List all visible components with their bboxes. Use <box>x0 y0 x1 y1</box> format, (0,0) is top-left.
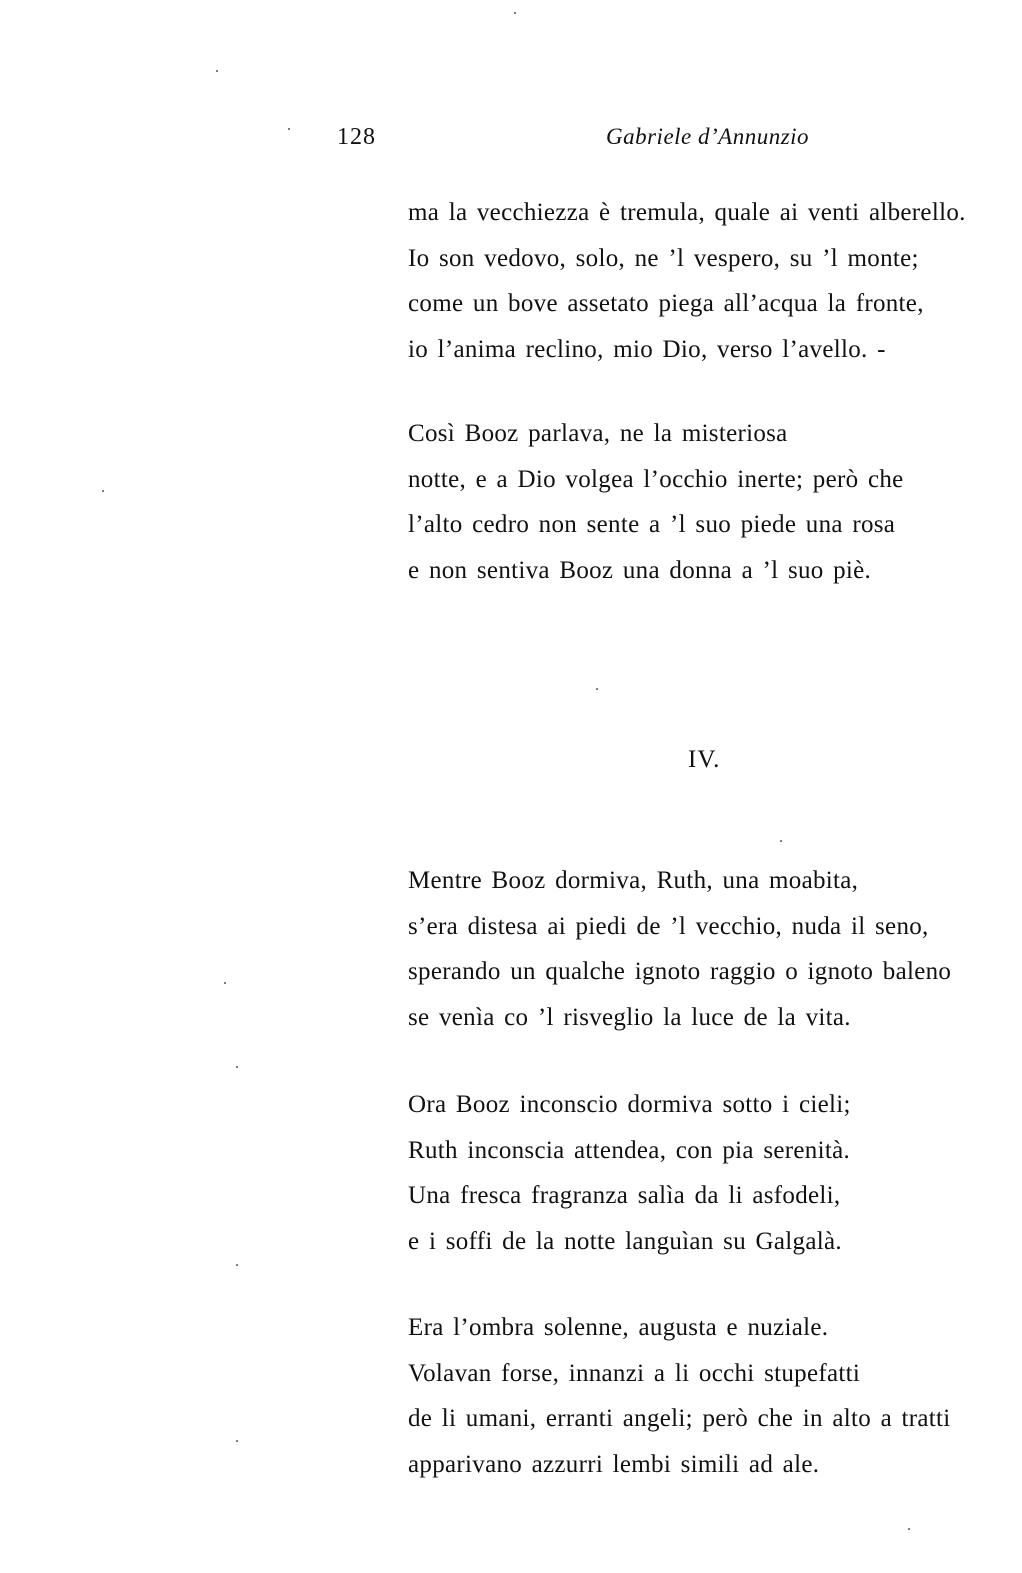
scan-speck <box>288 128 290 130</box>
verse-line: se venìa co ’l risveglio la luce de la vita. <box>408 1003 851 1031</box>
verse-line: de li umani, erranti angeli; però che in alto a tratti <box>408 1405 951 1432</box>
verse-line: Così Booz parlava, ne la misteriosa <box>408 420 788 447</box>
section-heading: IV. <box>688 746 721 773</box>
scan-speck <box>514 12 516 14</box>
scan-speck <box>236 1264 238 1266</box>
verse-line: Volavan forse, innanzi a li occhi stupefatti <box>408 1359 861 1387</box>
scan-speck <box>102 490 104 492</box>
stanza-3 <box>408 858 951 1040</box>
verse-line: Mentre Booz dormiva, Ruth, una moabita, <box>408 867 859 894</box>
stanza-4 <box>408 1082 851 1264</box>
scan-speck <box>596 688 598 690</box>
verse-line: l’alto cedro non sente a ’l suo piede una rosa <box>408 511 896 538</box>
verse-line: e non sentiva Booz una donna a ’l suo piè. <box>408 556 872 584</box>
stanza-5 <box>408 1305 951 1487</box>
scan-speck <box>236 1066 238 1068</box>
stanza-2 <box>408 411 904 593</box>
scan-speck <box>224 982 226 984</box>
verse-line: Una fresca fragranza salìa da li asfodeli, <box>408 1182 841 1209</box>
scan-speck <box>216 70 218 72</box>
scan-speck <box>236 1440 238 1442</box>
verse-line: apparivano azzurri lembi simili ad ale. <box>408 1450 820 1478</box>
verse-line: sperando un qualche ignoto raggio o ignoto baleno <box>408 958 952 985</box>
verse-line: come un bove assetato piega all’acqua la fronte, <box>408 290 924 317</box>
verse-line: Ora Booz inconscio dormiva sotto i cieli; <box>408 1091 851 1118</box>
verse-line: io l’anima reclino, mio Dio, verso l’avello. - <box>408 335 886 363</box>
running-head: Gabriele d’Annunzio <box>606 124 810 149</box>
verse-line: Era l’ombra solenne, augusta e nuziale. <box>408 1314 829 1341</box>
verse-line: notte, e a Dio volgea l’occhio inerte; però che <box>408 465 904 493</box>
scan-speck <box>908 1528 910 1530</box>
verse-line: Io son vedovo, solo, ne ’l vespero, su ’l monte; <box>408 244 919 272</box>
verse-line: e i soffi de la notte languìan su Galgalà. <box>408 1227 842 1255</box>
verse-line: ma la vecchiezza è tremula, quale ai venti alberello. <box>408 199 966 226</box>
stanza-1 <box>408 190 966 372</box>
verse-line: Ruth inconscia attendea, con pia serenità. <box>408 1136 851 1164</box>
page-number: 128 <box>337 124 376 150</box>
scan-speck <box>780 840 782 842</box>
verse-line: s’era distesa ai piedi de ’l vecchio, nuda il seno, <box>408 912 929 940</box>
